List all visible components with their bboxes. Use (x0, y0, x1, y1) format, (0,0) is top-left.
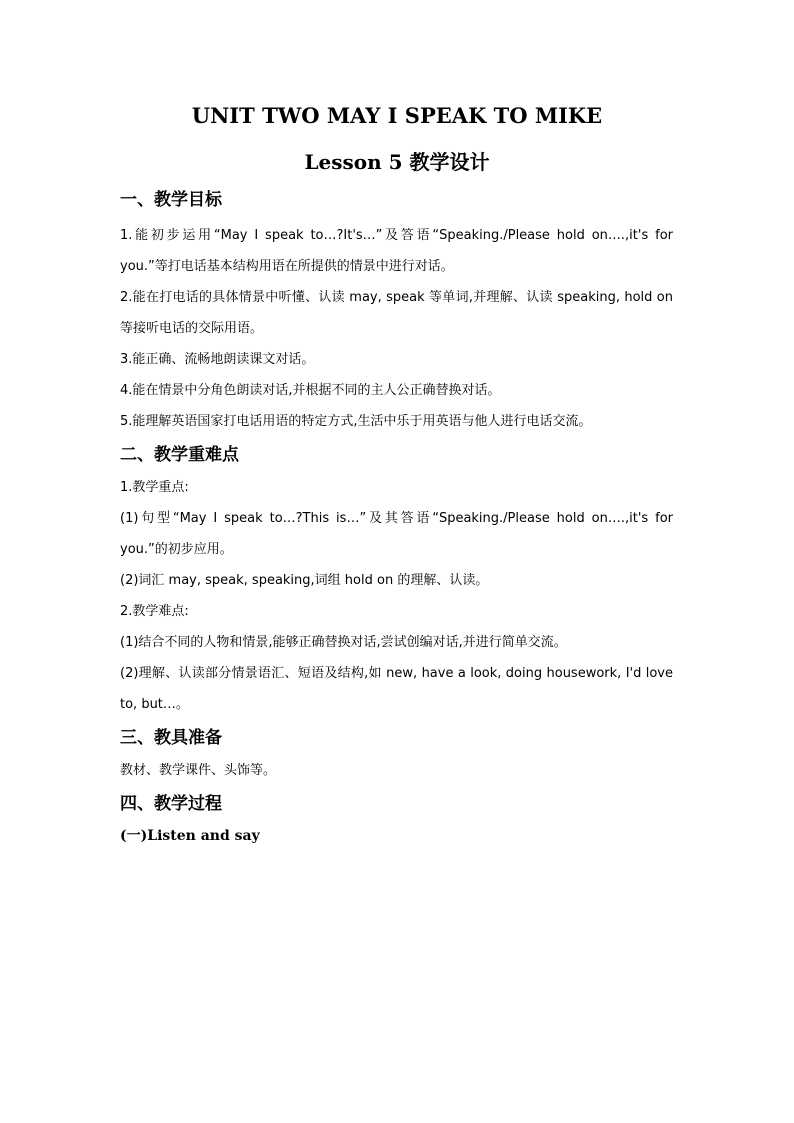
focus-label: 1.教学重点: (120, 480, 189, 495)
difficulty-item-1: (1)结合不同的人物和情景,能够正确替换对话,尝试创编对话,并进行简单交流。 (120, 635, 567, 650)
section-heading: 三、教具准备 (120, 728, 222, 748)
section-heading: 一、教学目标 (120, 190, 222, 210)
goal-item-5: 5.能理解英语国家打电话用语的特定方式,生活中乐于用英语与他人进行电话交流。 (120, 414, 592, 429)
section-key-points (120, 441, 673, 720)
materials-text: 教材、教学课件、头饰等。 (120, 763, 277, 778)
section-materials (120, 724, 673, 786)
goal-item-3: 3.能正确、流畅地朗读课文对话。 (120, 352, 315, 367)
section-teaching-process (120, 790, 673, 851)
section-heading: 二、教学重难点 (120, 445, 239, 465)
focus-item-1: (1)句型“May I speak to…?This is…”及其答语“Speaking./Please hold on….,it's for you.”的初步应用。 (120, 511, 673, 557)
goal-item-2: 2.能在打电话的具体情景中听懂、认读 may, speak 等单词,并理解、认读 speaking, hold on 等接听电话的交际用语。 (120, 290, 673, 336)
document-subtitle: Lesson 5 教学设计 (304, 150, 490, 174)
goal-item-4: 4.能在情景中分角色朗读对话,并根据不同的主人公正确替换对话。 (120, 383, 501, 398)
section-heading: 四、教学过程 (120, 794, 222, 814)
document-title: UNIT TWO MAY I SPEAK TO MIKE (191, 103, 603, 128)
section-teaching-goals (120, 186, 673, 437)
process-subheading: (一)Listen and say (120, 828, 260, 844)
goal-item-1: 1.能初步运用“May I speak to…?It's…”及答语“Speaking./Please hold on….,it's for you.”等打电话基本结构用语在所提供的情景中进行对话。 (120, 228, 673, 274)
document-body (120, 186, 673, 851)
difficulty-label: 2.教学难点: (120, 604, 189, 619)
focus-item-2: (2)词汇 may, speak, speaking,词组 hold on 的理解、认读。 (120, 573, 489, 588)
difficulty-item-2: (2)理解、认读部分情景语汇、短语及结构,如 new, have a look, doing housework, I'd love to, but…。 (120, 666, 673, 712)
